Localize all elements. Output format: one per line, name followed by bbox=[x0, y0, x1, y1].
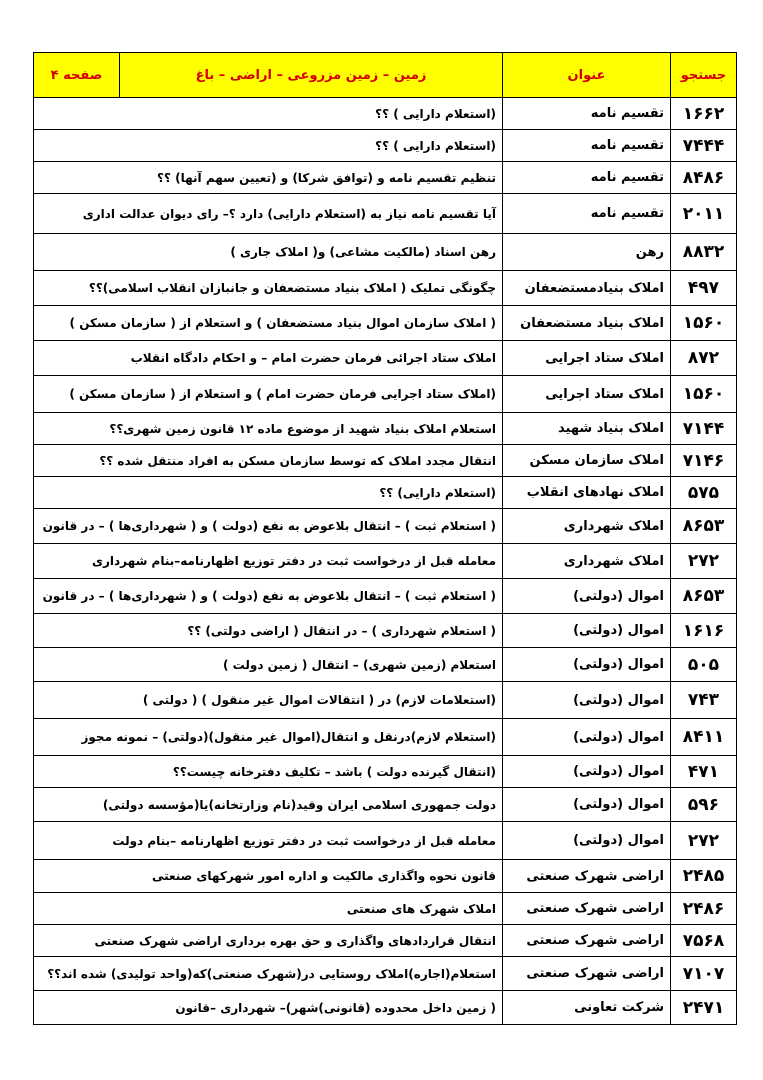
table-row bbox=[34, 925, 737, 957]
row-description: معامله قبل از درخواست ثبت در دفتر توزیع اظهارنامه–بنام شهرداری bbox=[34, 544, 503, 579]
row-description: معامله قبل از درخواست ثبت در دفتر توزیع اظهارنامه –بنام دولت bbox=[34, 822, 503, 860]
row-title: اموال (دولتی) bbox=[503, 648, 671, 682]
table-row bbox=[34, 194, 737, 234]
search-code[interactable]: ۸۴۸۶ bbox=[671, 162, 737, 194]
table-row bbox=[34, 98, 737, 130]
row-title: اراضی شهرک صنعتی bbox=[503, 957, 671, 991]
row-title: اراضی شهرک صنعتی bbox=[503, 925, 671, 957]
search-code[interactable]: ۲۷۲ bbox=[671, 822, 737, 860]
table-row bbox=[34, 822, 737, 860]
table-row bbox=[34, 719, 737, 756]
row-description: ( استعلام ثبت ) – انتقال بلاعوض به نفع (دولت ) و ( شهرداری‌ها ) – در قانون bbox=[34, 579, 503, 614]
row-description: استعلام املاک بنیاد شهید از موضوع ماده ۱۲ قانون زمین شهری؟؟ bbox=[34, 413, 503, 445]
search-code[interactable]: ۵۷۵ bbox=[671, 477, 737, 509]
search-code[interactable]: ۴۷۱ bbox=[671, 756, 737, 788]
table-row bbox=[34, 788, 737, 822]
header-row bbox=[34, 53, 737, 98]
row-description: استعلام(اجاره)املاک روستایی در(شهرک صنعتی)که(واحد تولیدی) شده اند؟؟ bbox=[34, 957, 503, 991]
search-code[interactable]: ۲۴۸۵ bbox=[671, 860, 737, 893]
row-title: اموال (دولتی) bbox=[503, 614, 671, 648]
table-row bbox=[34, 579, 737, 614]
row-title: املاک نهادهای انقلاب bbox=[503, 477, 671, 509]
table-row bbox=[34, 893, 737, 925]
table-row bbox=[34, 477, 737, 509]
search-code[interactable]: ۲۴۸۶ bbox=[671, 893, 737, 925]
row-title: املاک ستاد اجرایی bbox=[503, 341, 671, 376]
search-code[interactable]: ۷۱۰۷ bbox=[671, 957, 737, 991]
row-description: استعلام (زمین شهری) – انتقال ( زمین دولت ) bbox=[34, 648, 503, 682]
row-title: اموال (دولتی) bbox=[503, 719, 671, 756]
table-row bbox=[34, 648, 737, 682]
row-description: (استعلام دارایی) ؟؟ bbox=[34, 477, 503, 509]
row-description: انتقال مجدد املاک که توسط سازمان مسکن به افراد منتقل شده ؟؟ bbox=[34, 445, 503, 477]
row-title: تقسیم نامه bbox=[503, 98, 671, 130]
header-title: عنوان bbox=[503, 53, 671, 98]
row-title: اموال (دولتی) bbox=[503, 682, 671, 719]
search-code[interactable]: ۷۴۴۴ bbox=[671, 130, 737, 162]
table-row bbox=[34, 162, 737, 194]
search-code[interactable]: ۷۵۶۸ bbox=[671, 925, 737, 957]
table-row bbox=[34, 509, 737, 544]
search-code[interactable]: ۸۷۲ bbox=[671, 341, 737, 376]
row-title: املاک شهرداری bbox=[503, 544, 671, 579]
search-code[interactable]: ۵۹۶ bbox=[671, 788, 737, 822]
table-row bbox=[34, 682, 737, 719]
table-row bbox=[34, 614, 737, 648]
search-code[interactable]: ۷۱۴۴ bbox=[671, 413, 737, 445]
table-row bbox=[34, 341, 737, 376]
search-code[interactable]: ۸۴۱۱ bbox=[671, 719, 737, 756]
row-title: املاک بنیاد شهید bbox=[503, 413, 671, 445]
table-row bbox=[34, 445, 737, 477]
search-code[interactable]: ۴۹۷ bbox=[671, 271, 737, 306]
row-description: (انتقال گیرنده دولت ) باشد – تکلیف دفترخانه چیست؟؟ bbox=[34, 756, 503, 788]
row-title: اراضی شهرک صنعتی bbox=[503, 860, 671, 893]
row-description: املاک شهرک های صنعتی bbox=[34, 893, 503, 925]
row-title: تقسیم نامه bbox=[503, 162, 671, 194]
row-title: اراضی شهرک صنعتی bbox=[503, 893, 671, 925]
row-description: ( استعلام ثبت ) – انتقال بلاعوض به نفع (دولت ) و ( شهرداری‌ها ) – در قانون bbox=[34, 509, 503, 544]
row-description: ( زمین داخل محدوده (قانونی)شهر)– شهرداری –قانون bbox=[34, 991, 503, 1025]
row-description: چگونگی تملیک ( املاک بنیاد مستضعفان و جانبازان انقلاب اسلامی)؟؟ bbox=[34, 271, 503, 306]
row-title: املاک بنیاد مستضعفان bbox=[503, 306, 671, 341]
row-title: تقسیم نامه bbox=[503, 130, 671, 162]
table-row bbox=[34, 991, 737, 1025]
header-category: زمین – زمین مزروعی – اراضی – باغ bbox=[120, 53, 503, 98]
search-code[interactable]: ۸۶۵۳ bbox=[671, 579, 737, 614]
header-page: صفحه ۴ bbox=[34, 53, 120, 98]
row-title: تقسیم نامه bbox=[503, 194, 671, 234]
row-title: املاک بنیادمستضعفان bbox=[503, 271, 671, 306]
search-code[interactable]: ۱۵۶۰ bbox=[671, 376, 737, 413]
table-row bbox=[34, 413, 737, 445]
row-title: املاک شهرداری bbox=[503, 509, 671, 544]
index-table bbox=[33, 52, 737, 1025]
row-title: اموال (دولتی) bbox=[503, 756, 671, 788]
row-description: ( استعلام شهرداری ) – در انتقال ( اراضی دولتی) ؟؟ bbox=[34, 614, 503, 648]
table-row bbox=[34, 271, 737, 306]
search-code[interactable]: ۲۴۷۱ bbox=[671, 991, 737, 1025]
search-code[interactable]: ۱۶۶۲ bbox=[671, 98, 737, 130]
row-description: دولت جمهوری اسلامی ایران وقید(نام وزارتخانه)یا(مؤسسه دولتی) bbox=[34, 788, 503, 822]
row-description: تنظیم تقسیم نامه و (توافق شرکا) و (تعیین سهم آنها) ؟؟ bbox=[34, 162, 503, 194]
search-code[interactable]: ۲۷۲ bbox=[671, 544, 737, 579]
table-row bbox=[34, 756, 737, 788]
table-row bbox=[34, 234, 737, 271]
table-row bbox=[34, 860, 737, 893]
search-code[interactable]: ۷۴۳ bbox=[671, 682, 737, 719]
table-row bbox=[34, 130, 737, 162]
row-title: شرکت تعاونی bbox=[503, 991, 671, 1025]
search-code[interactable]: ۵۰۵ bbox=[671, 648, 737, 682]
row-description: (استعلام دارایی ) ؟؟ bbox=[34, 130, 503, 162]
search-code[interactable]: ۷۱۴۶ bbox=[671, 445, 737, 477]
row-description: (استعلام لازم)درنقل و انتقال(اموال غیر منقول)(دولتی) – نمونه مجوز bbox=[34, 719, 503, 756]
row-description: ( املاک سازمان اموال بنیاد مستضعفان ) و استعلام از ( سازمان مسکن ) bbox=[34, 306, 503, 341]
row-title: اموال (دولتی) bbox=[503, 822, 671, 860]
search-code[interactable]: ۸۸۳۲ bbox=[671, 234, 737, 271]
row-title: اموال (دولتی) bbox=[503, 788, 671, 822]
row-description: (استعلامات لازم) در ( انتقالات اموال غیر منقول ) ( دولتی ) bbox=[34, 682, 503, 719]
row-title: رهن bbox=[503, 234, 671, 271]
table-row bbox=[34, 306, 737, 341]
search-code[interactable]: ۲۰۱۱ bbox=[671, 194, 737, 234]
row-title: اموال (دولتی) bbox=[503, 579, 671, 614]
row-description: انتقال قراردادهای واگذاری و حق بهره برداری اراضی شهرک صنعتی bbox=[34, 925, 503, 957]
row-description: (املاک ستاد اجرایی فرمان حضرت امام ) و استعلام از ( سازمان مسکن ) bbox=[34, 376, 503, 413]
table-row bbox=[34, 376, 737, 413]
search-code[interactable]: ۸۶۵۳ bbox=[671, 509, 737, 544]
row-description: (استعلام دارایی ) ؟؟ bbox=[34, 98, 503, 130]
row-description: آیا تقسیم نامه نیاز به (استعلام دارایی) دارد ؟– رای دیوان عدالت اداری bbox=[34, 194, 503, 234]
row-title: املاک سازمان مسکن bbox=[503, 445, 671, 477]
table-row bbox=[34, 544, 737, 579]
row-description: قانون نحوه واگذاری مالکیت و اداره امور شهرکهای صنعتی bbox=[34, 860, 503, 893]
row-description: املاک ستاد اجرائی فرمان حضرت امام – و احکام دادگاه انقلاب bbox=[34, 341, 503, 376]
row-title: املاک ستاد اجرایی bbox=[503, 376, 671, 413]
row-description: رهن اسناد (مالکیت مشاعی) و( املاک جاری ) bbox=[34, 234, 503, 271]
search-code[interactable]: ۱۵۶۰ bbox=[671, 306, 737, 341]
search-code[interactable]: ۱۶۱۶ bbox=[671, 614, 737, 648]
table-row bbox=[34, 957, 737, 991]
header-search: جستجو bbox=[671, 53, 737, 98]
